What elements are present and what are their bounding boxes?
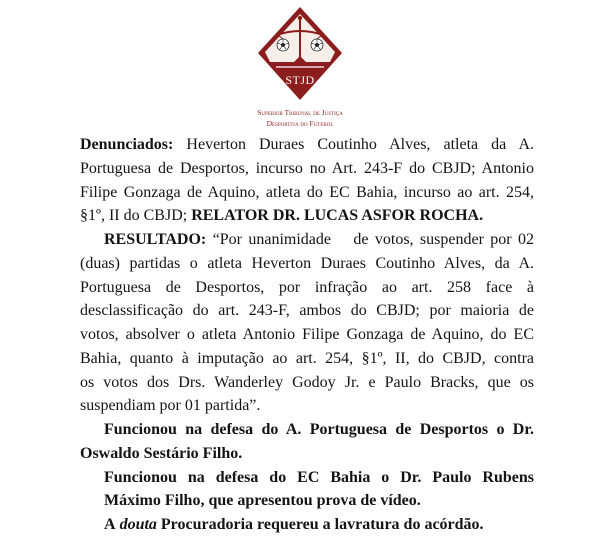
resultado-text-continued: de votos, suspender por 02 xyxy=(353,231,535,248)
denunciados-line-2: Portuguesa de Desportos, incurso no Art. 243-F do CBJD; Antonio xyxy=(80,159,534,177)
defesa-bahia-line-2 xyxy=(104,489,534,513)
denunciados-line-3: Filipe Gonzaga de Aquino, atleta do EC Bahia, incurso ao art. 254, xyxy=(80,183,534,201)
resultado-label: RESULTADO: xyxy=(104,231,207,248)
defesa-portuguesa-line-1 xyxy=(104,418,534,442)
stjd-logo xyxy=(255,5,345,101)
soccer-ball-left-icon xyxy=(277,39,289,51)
soccer-ball-right-icon xyxy=(311,39,323,51)
resultado-line-3: Portuguesa de Desportos, por infração ao art. 258 face à xyxy=(80,278,534,296)
resultado-line-2: (duas) partidas o atleta Heverton Duraes Coutinho Alves, da A. xyxy=(80,254,534,272)
resultado-line-4: desclassificação do art. 243-F, ambos do CBJD; por maioria de xyxy=(80,302,534,320)
denunciados-line-4 xyxy=(80,204,534,228)
denunciados-label: Denunciados: xyxy=(80,136,174,153)
organization-name xyxy=(200,107,400,129)
procuradoria-article: A xyxy=(104,516,116,533)
stjd-emblem xyxy=(255,5,345,101)
decision-text xyxy=(0,133,600,537)
resultado-text-start: “Por unanimidade xyxy=(212,231,331,248)
org-name-line-2: Desportiva do Futebol xyxy=(266,119,334,128)
denunciados-text-end: §1º, II do CBJD; xyxy=(80,207,188,225)
denunciados-line-1 xyxy=(80,133,534,157)
defesa-portuguesa-line-2 xyxy=(80,442,534,466)
resultado-line-1 xyxy=(104,228,534,252)
resultado-line-5: votos, absolver o atleta Antonio Filipe Gonzaga de Aquino, do EC xyxy=(80,326,534,343)
procuradoria-line xyxy=(104,513,534,537)
defesa-portuguesa-lawyer: Oswaldo Sestário Filho. xyxy=(80,444,243,462)
resultado-line-8: suspendiam por 01 partida”. xyxy=(80,397,261,415)
resultado-line-6: Bahia, quanto à imputação ao art. 254, §1º, II, do CBJD, contra xyxy=(80,349,534,367)
procuradoria-emphasis: douta xyxy=(119,516,157,533)
procuradoria-text: Procuradoria requereu a lavratura do acórdão. xyxy=(160,516,484,533)
resultado-line-7: os votos dos Drs. Wanderley Godoy Jr. e Paulo Bracks, que os xyxy=(80,373,534,391)
org-name-line-1: Superior Tribunal de Justiça xyxy=(257,108,343,117)
relator: RELATOR DR. LUCAS ASFOR ROCHA. xyxy=(191,207,484,225)
logo-acronym: STJD xyxy=(285,73,315,87)
denunciados-text: Heverton Duraes Coutinho Alves, atleta da A. xyxy=(186,136,535,153)
defesa-bahia-lawyer: Máximo Filho, que apresentou prova de vídeo. xyxy=(104,492,421,510)
defesa-portuguesa-text: Funcionou na defesa do A. Portuguesa de Desportos o Dr. xyxy=(104,421,534,438)
defesa-bahia-text: Funcionou na defesa do EC Bahia o Dr. Paulo Rubens xyxy=(104,468,534,486)
defesa-bahia-line-1 xyxy=(104,466,534,490)
